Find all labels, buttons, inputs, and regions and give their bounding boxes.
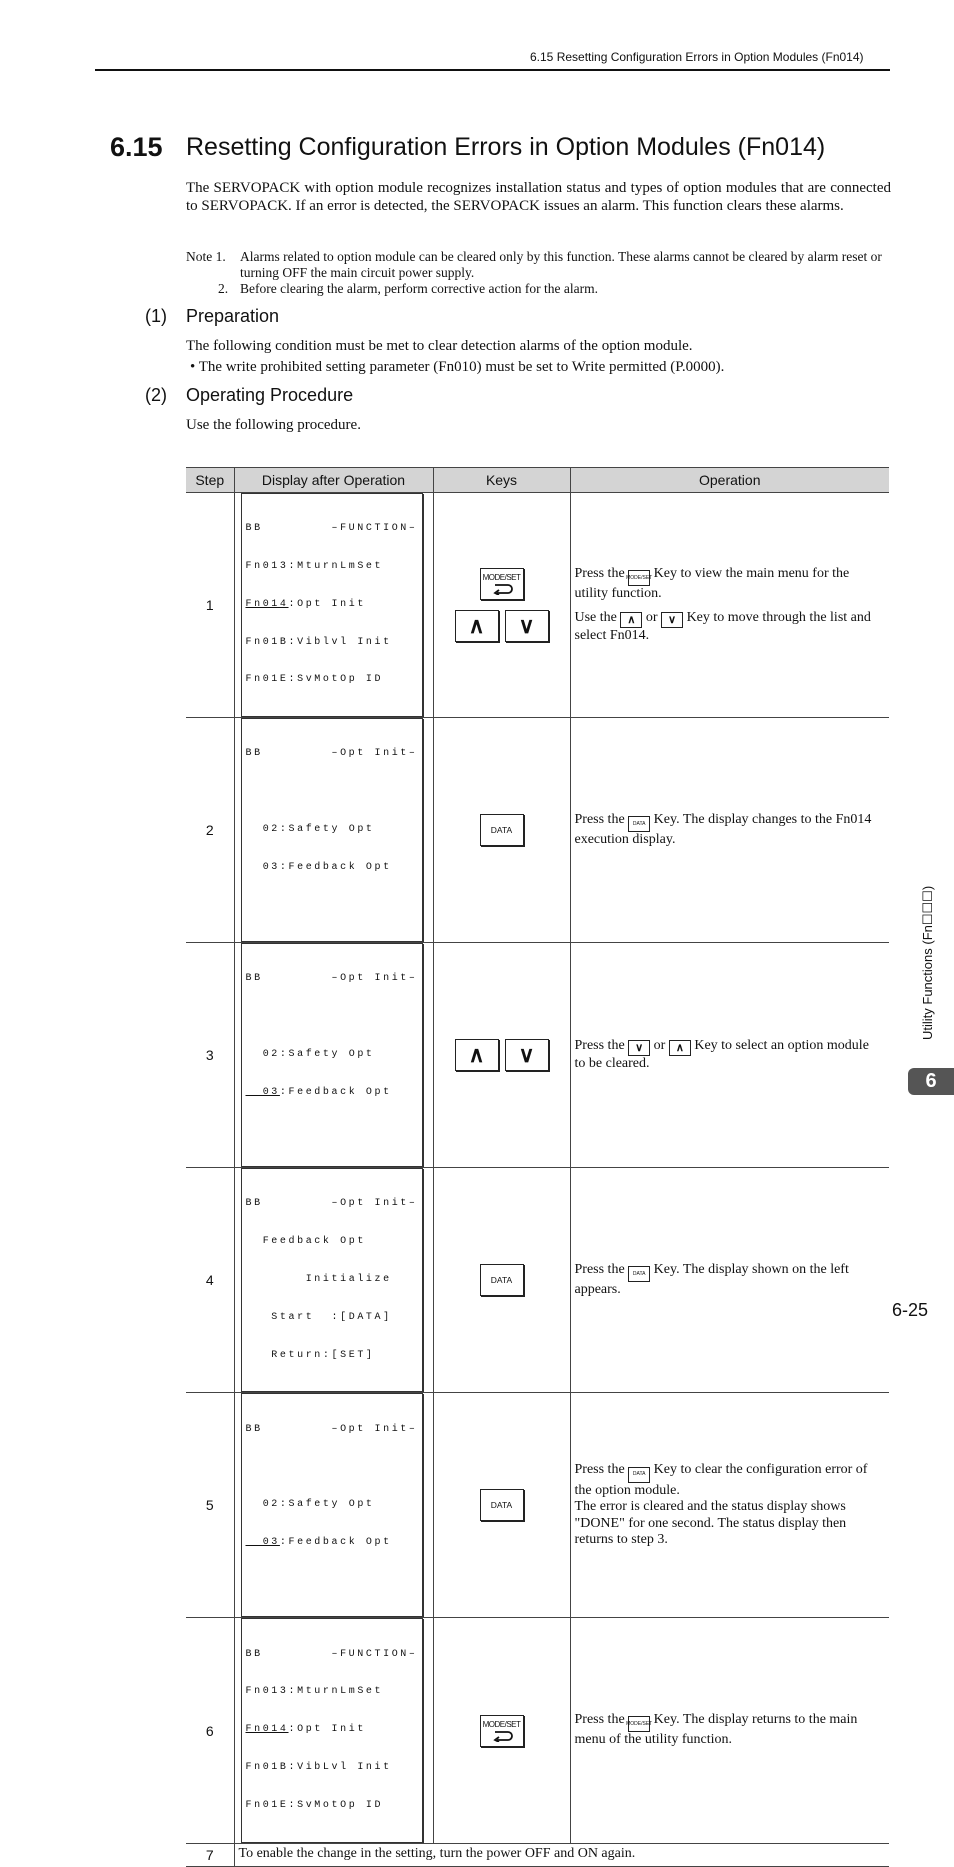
op-text: Press the	[574, 1037, 625, 1053]
keys-cell	[433, 1618, 570, 1843]
lcd-text: Initialize	[245, 1274, 392, 1286]
lcd-status: BB	[245, 1198, 263, 1210]
procedure-number: (2)	[145, 385, 167, 405]
side-label-text: Utility Functions (Fn☐☐☐)	[920, 885, 935, 1040]
lcd-display	[241, 943, 423, 1167]
procedure-heading: Operating Procedure	[186, 385, 354, 405]
lcd-mode: –FUNCTION–	[331, 523, 418, 535]
operation-text	[575, 812, 884, 849]
mode-set-key-icon: MODE/SET	[628, 1716, 650, 1732]
lcd-text: Fn01E:SvMotOp ID	[245, 1799, 384, 1811]
op-text: Press the	[574, 811, 625, 827]
lcd-line	[246, 1350, 418, 1363]
lcd-text: Start :[DATA]	[245, 1311, 392, 1323]
mode-set-key[interactable]	[480, 568, 524, 600]
lcd-line	[246, 1049, 418, 1062]
lcd-text: :Feedback Opt	[279, 1536, 392, 1548]
lcd-display	[241, 1618, 423, 1842]
lcd-cursor: Fn014	[245, 598, 289, 610]
lcd-text: 02:Safety Opt	[245, 823, 375, 835]
keys-cell	[433, 493, 570, 718]
operation-cell	[570, 718, 889, 943]
header-keys: Keys	[433, 468, 570, 493]
lcd-line	[246, 1724, 418, 1737]
lcd-text: Fn01B:VibLvl Init	[245, 1762, 392, 1773]
table-row	[186, 1393, 889, 1618]
operation-cell	[570, 493, 889, 718]
lcd-cursor: Fn014	[245, 1724, 289, 1736]
table-header-row	[186, 468, 889, 493]
step-number: 4	[186, 1168, 234, 1393]
data-key-icon: DATA	[628, 816, 650, 832]
op-text: Key to view the main menu for the utility function.	[574, 565, 850, 602]
step-number: 7	[186, 1843, 234, 1866]
lcd-display	[241, 1168, 423, 1392]
operation-cell	[570, 1618, 889, 1843]
keys-cell	[433, 1168, 570, 1393]
down-key[interactable]: ∨	[505, 1039, 549, 1071]
operation-text	[575, 566, 884, 603]
display-cell	[234, 718, 433, 943]
op-text: Key to select an option module to be cleared.	[574, 1037, 869, 1072]
lcd-text: Fn01B:Viblvl Init	[245, 636, 392, 648]
up-key[interactable]: ∧	[455, 610, 499, 642]
key-row	[434, 568, 570, 600]
up-key[interactable]: ∧	[455, 1039, 499, 1071]
display-cell	[234, 1393, 433, 1618]
up-key-icon: ∧	[620, 612, 642, 628]
arrow-keys	[455, 1039, 549, 1071]
lcd-line	[246, 637, 418, 650]
lcd-mode: –Opt Init–	[331, 1423, 418, 1435]
section-number: 6.15	[110, 132, 163, 162]
lcd-status-row	[246, 748, 418, 761]
operation-cell	[570, 1393, 889, 1618]
lcd-display	[241, 493, 423, 717]
lcd-status-row	[246, 1424, 418, 1437]
operation-text	[575, 1712, 884, 1749]
operation-cell	[570, 1168, 889, 1393]
lcd-text: Feedback Opt	[245, 1236, 366, 1248]
lcd-cursor: 03	[245, 1536, 280, 1548]
lcd-line	[246, 1461, 418, 1474]
lcd-line	[246, 1087, 418, 1100]
display-cell	[234, 943, 433, 1168]
down-key-icon: ∨	[661, 612, 683, 628]
operation-text	[575, 610, 884, 645]
section-title: Resetting Configuration Errors in Option Modules (Fn014)	[186, 133, 826, 161]
operation-text: The error is cleared and the status display shows "DONE" for one second. The status display then returns to step 3.	[574, 1499, 847, 1548]
lcd-status: BB	[245, 748, 263, 760]
lcd-line	[246, 1762, 418, 1775]
final-step-text: To enable the change in the setting, turn the power OFF and ON again.	[234, 1843, 889, 1866]
return-arrow-icon	[491, 1729, 513, 1742]
keys-cell	[433, 1393, 570, 1618]
op-text: Press the	[574, 1261, 625, 1277]
lcd-line	[246, 824, 418, 837]
header-display: Display after Operation	[234, 468, 433, 493]
table-row	[186, 1168, 889, 1393]
table-row	[186, 943, 889, 1168]
lcd-text: :Opt Init	[288, 1724, 366, 1736]
lcd-text: Fn01E:SvMotOp ID	[245, 674, 384, 686]
lcd-text: 02:Safety Opt	[245, 1048, 375, 1060]
lcd-line	[246, 1537, 418, 1550]
lcd-line	[246, 561, 418, 574]
header-operation: Operation	[570, 468, 889, 493]
display-cell	[234, 1168, 433, 1393]
lcd-mode: –FUNCTION–	[331, 1648, 418, 1660]
lcd-text: Fn013:MturnLmSet	[245, 560, 384, 572]
procedure-text: Use the following procedure.	[186, 417, 361, 433]
lcd-text: :Opt Init	[288, 598, 366, 610]
running-header: 6.15 Resetting Configuration Errors in Option Modules (Fn014)	[530, 50, 864, 64]
preparation-number: (1)	[145, 306, 167, 326]
lcd-status-row	[246, 1198, 418, 1211]
step-number: 2	[186, 718, 234, 943]
op-text: Press the	[574, 565, 625, 581]
lcd-status: BB	[245, 1423, 263, 1435]
header-step: Step	[186, 468, 234, 493]
mode-set-key[interactable]	[480, 1715, 524, 1747]
note-1-text: Alarms related to option module can be cleared only by this function. These alarms cannot be cleared by alarm reset or turning OFF the main circuit power supply.	[240, 249, 882, 280]
preparation-bullet: • The write prohibited setting parameter (Fn010) must be set to Write permitted (P.0000).	[190, 359, 725, 375]
mode-set-label: MODE/SET	[482, 1719, 521, 1729]
op-text: or	[645, 609, 658, 625]
lcd-display	[241, 718, 423, 942]
lcd-cursor: 03	[245, 1086, 280, 1098]
lcd-status: BB	[245, 973, 263, 985]
op-text: Key. The display returns to the main menu of the utility function.	[574, 1712, 858, 1748]
lcd-text: 03:Feedback Opt	[245, 861, 392, 873]
lcd-mode: –Opt Init–	[331, 973, 418, 985]
intro-paragraph: The SERVOPACK with option module recognizes installation status and types of option modules that are connected to SERVOPACK. If an error is detected, the SERVOPACK issues an alarm. This function clears these alarms.	[186, 180, 891, 214]
lcd-line	[246, 899, 418, 912]
data-key-icon: DATA	[628, 1266, 650, 1282]
note-2-number: 2.	[218, 281, 229, 296]
op-text: Press the	[574, 1712, 625, 1728]
lcd-line	[246, 1125, 418, 1138]
lcd-status-row	[246, 523, 418, 536]
down-key-icon: ∨	[628, 1040, 650, 1056]
lcd-line	[246, 1236, 418, 1249]
op-text: or	[653, 1037, 666, 1053]
lcd-line	[246, 1686, 418, 1699]
data-key[interactable]: DATA	[480, 1264, 524, 1296]
down-key[interactable]: ∨	[505, 610, 549, 642]
lcd-line	[246, 1312, 418, 1325]
lcd-line	[246, 1274, 418, 1287]
lcd-status: BB	[245, 523, 263, 535]
up-key-icon: ∧	[669, 1040, 691, 1056]
side-chapter-label	[900, 870, 935, 1040]
lcd-line	[246, 1011, 418, 1024]
lcd-text: Return:[SET]	[245, 1349, 375, 1361]
chapter-tab: 6	[908, 1068, 954, 1095]
lcd-mode: –Opt Init–	[331, 1198, 418, 1210]
note-2-text: Before clearing the alarm, perform corrective action for the alarm.	[240, 281, 598, 296]
lcd-text: 02:Safety Opt	[245, 1499, 375, 1511]
note-1-num-text: 1.	[215, 249, 226, 264]
op-text: Key to clear the configuration error of the option module.	[574, 1462, 868, 1498]
data-key[interactable]: DATA	[480, 1489, 524, 1521]
op-text: Key to move through the list and select Fn014.	[574, 609, 871, 643]
data-key[interactable]: DATA	[480, 814, 524, 846]
data-key-icon: DATA	[628, 1467, 650, 1483]
note-label: Note	[186, 249, 213, 264]
op-text: Key. The display shown on the left appears.	[574, 1261, 849, 1298]
lcd-line	[246, 674, 418, 687]
lcd-status-row	[246, 973, 418, 986]
operation-text	[575, 1262, 884, 1299]
table-row	[186, 1843, 889, 1866]
preparation-heading: Preparation	[186, 306, 280, 326]
op-text: Key. The display changes to the Fn014 execution display.	[574, 811, 872, 848]
step-number: 1	[186, 493, 234, 718]
lcd-line	[246, 599, 418, 612]
lcd-line	[246, 1499, 418, 1512]
lcd-status: BB	[245, 1648, 263, 1660]
keys-cell	[433, 943, 570, 1168]
procedure-table	[186, 467, 889, 1867]
display-cell	[234, 1618, 433, 1843]
operation-text	[575, 1462, 884, 1499]
lcd-line	[246, 1575, 418, 1588]
lcd-display	[241, 1393, 423, 1617]
lcd-text: :Feedback Opt	[279, 1086, 392, 1098]
step-number: 6	[186, 1618, 234, 1843]
lcd-text: Fn013:MturnLmSet	[245, 1686, 384, 1698]
step-number: 3	[186, 943, 234, 1168]
display-cell	[234, 493, 433, 718]
return-arrow-icon	[491, 582, 513, 595]
note-1-number	[186, 249, 226, 265]
table-row	[186, 1618, 889, 1843]
lcd-mode: –Opt Init–	[331, 748, 418, 760]
lcd-line	[246, 786, 418, 799]
arrow-keys	[455, 610, 549, 642]
page-number: 6-25	[892, 1300, 929, 1320]
mode-set-key-icon: MODE/SET	[628, 570, 650, 586]
keys-cell	[433, 718, 570, 943]
header-rule	[95, 69, 890, 71]
operation-cell	[570, 943, 889, 1168]
op-text: Press the	[574, 1462, 625, 1478]
op-text: Use the	[574, 609, 617, 625]
lcd-status-row	[246, 1649, 418, 1662]
operation-text	[575, 1038, 884, 1073]
lcd-line	[246, 862, 418, 875]
preparation-text: The following condition must be met to clear detection alarms of the option module.	[186, 338, 693, 354]
step-number: 5	[186, 1393, 234, 1618]
table-row	[186, 493, 889, 718]
mode-set-label: MODE/SET	[482, 573, 521, 583]
lcd-line	[246, 1800, 418, 1813]
table-row	[186, 718, 889, 943]
